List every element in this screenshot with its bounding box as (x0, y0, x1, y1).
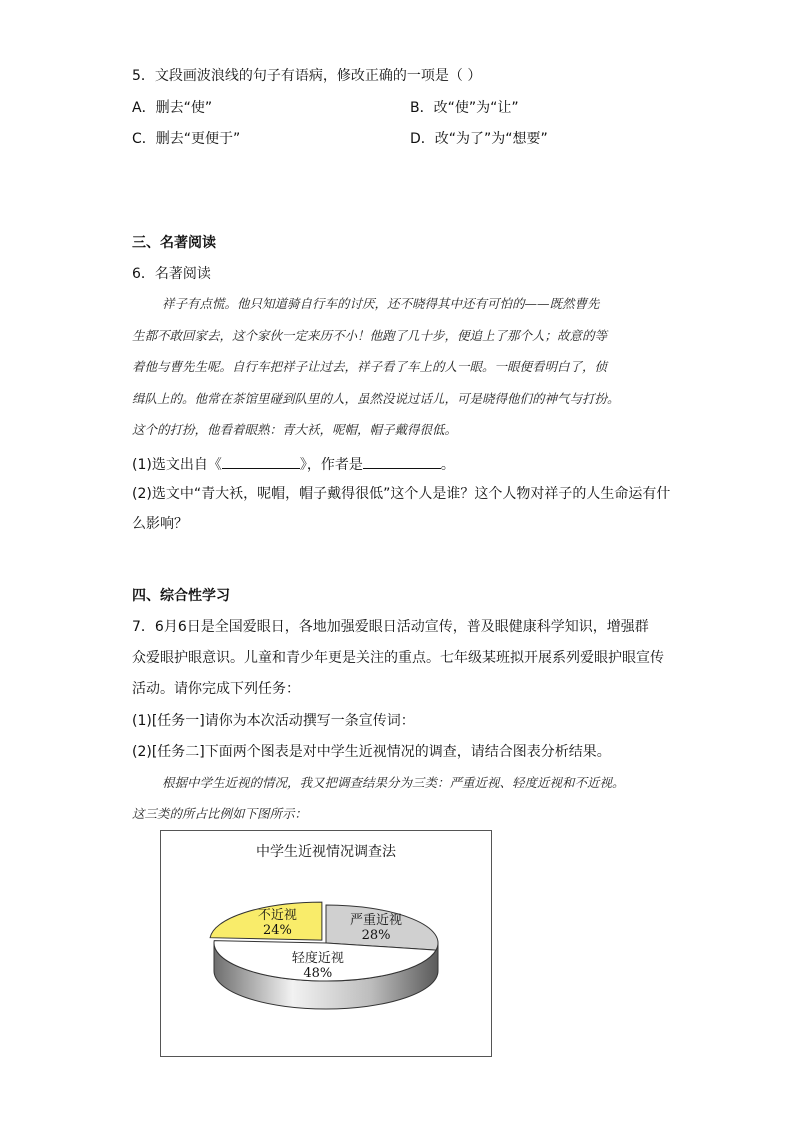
passage-line: 生都不敢回家去，这个家伙一定来历不小！他跑了几十步，便追上了那个人；故意的等 (132, 328, 608, 343)
q6-sub1-mid: 》，作者是 (299, 457, 363, 473)
chart-title: 中学生近视情况调查法 (256, 844, 396, 860)
q7-line: 众爱眼护眼意识。儿童和青少年更是关注的重点。七年级某班拟开展系列爱眼护眼宣传 (132, 650, 664, 666)
pie-slice-label (237, 908, 317, 938)
q5-option-d[interactable]: D．改“为了”为“想要” (410, 131, 548, 147)
q7-task1: (1)[任务一]请你为本次活动撰写一条宣传词： (132, 713, 415, 729)
passage-line: 这个的打扮，他看着眼熟：青大袄，呢帽，帽子戴得很低。 (132, 422, 458, 437)
pie-slice-value: 24% (262, 922, 292, 938)
pie-slice-category: 不近视 (257, 907, 297, 923)
pie-slice-category: 轻度近视 (291, 951, 344, 967)
q5-option-b[interactable]: B．改“使”为“让” (410, 100, 519, 116)
author-blank[interactable] (363, 453, 441, 469)
myopia-pie-chart (160, 830, 492, 1057)
pie-slice-category: 严重近视 (350, 912, 403, 928)
passage-line: 祥子有点慌。他只知道骑自行车的讨厌，还不晓得其中还有可怕的——既然曹先 (162, 296, 600, 311)
section3-title: 三、名著阅读 (132, 235, 216, 251)
q7-line: 活动。请你完成下列任务： (132, 681, 300, 697)
q6-sub2-line: (2)选文中“青大袄，呢帽，帽子戴得很低”这个人是谁？这个人物对祥子的人生命运有什 (132, 486, 671, 502)
chart-intro-line: 这三类的所占比例如下图所示： (132, 806, 308, 821)
pie-canvas (161, 831, 491, 1056)
q6-sub1-prefix: (1)选文出自《 (132, 457, 222, 473)
pie-slice-label (278, 951, 358, 981)
section4-title: 四、综合性学习 (132, 588, 230, 604)
book-title-blank[interactable] (222, 453, 300, 469)
q6-label: 6．名著阅读 (132, 266, 211, 282)
q6-sub1-end: 。 (440, 457, 455, 473)
passage-line: 缉队上的。他常在茶馆里碰到队里的人，虽然没说过话儿，可是晓得他们的神气与打扮。 (132, 391, 620, 406)
q5-stem: 5．文段画波浪线的句子有语病，修改正确的一项是（ ） (132, 68, 482, 84)
q6-sub1 (132, 453, 455, 475)
pie-slice-value: 48% (303, 966, 333, 982)
q7-line: 7．6月6日是全国爱眼日，各地加强爱眼日活动宣传，普及眼健康科学知识，增强群 (132, 619, 649, 635)
pie-slice-label (336, 913, 416, 943)
chart-intro-line: 根据中学生近视的情况，我又把调查结果分为三类：严重近视、轻度近视和不近视。 (162, 775, 625, 790)
pie-slice-value: 28% (361, 927, 391, 943)
q5-option-a[interactable]: A．删去“使” (132, 100, 213, 116)
q5-option-c[interactable]: C．删去“更便于” (132, 131, 241, 147)
passage-line: 着他与曹先生呢。自行车把祥子让过去，祥子看了车上的人一眼。一眼便看明白了，侦 (132, 359, 608, 374)
q7-task2: (2)[任务二]下面两个图表是对中学生近视情况的调查，请结合图表分析结果。 (132, 744, 611, 760)
q6-sub2-line: 么影响？ (132, 516, 188, 532)
